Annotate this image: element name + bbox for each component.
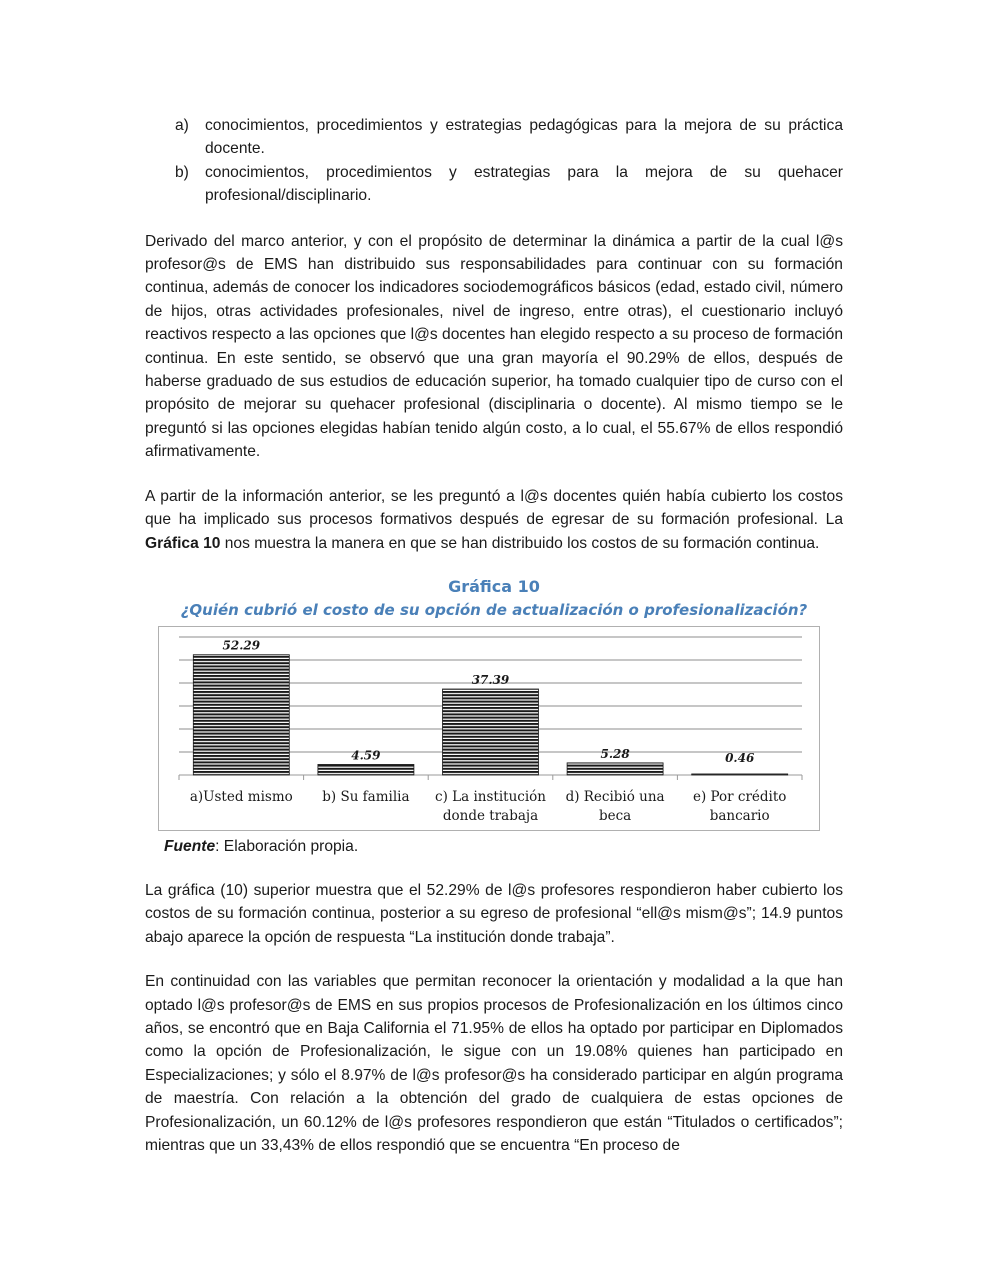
list-text: conocimientos, procedimientos y estrategias para la mejora de su quehacer profesional/disciplinario.	[205, 163, 843, 205]
chart-subtitle: ¿Quién cubrió el costo de su opción de actualización o profesionalización?	[180, 601, 808, 619]
chart-heading	[145, 575, 843, 621]
list-item	[145, 161, 843, 208]
bar	[567, 763, 663, 775]
bar-chart	[159, 627, 819, 830]
paragraph-3: La gráfica (10) superior muestra que el 52.29% de l@s profesores respondieron haber cubierto los costos de su formación continua, posterior a su egreso de profesional “ell@s mism@s”; 14.9 puntos abajo aparece la opción de respuesta “La institución donde trabaja”.	[145, 882, 843, 946]
chart-frame	[158, 626, 820, 831]
category-label: c) La institución	[435, 789, 546, 805]
document-page	[145, 114, 843, 555]
bar-value-label: 4.59	[351, 748, 381, 763]
chart-title: Gráfica 10	[448, 577, 540, 596]
list-text: conocimientos, procedimientos y estrategias pedagógicas para la mejora de su práctica docente.	[205, 117, 843, 158]
source-text: : Elaboración propia.	[215, 838, 359, 855]
paragraph-4: En continuidad con las variables que permitan reconocer la orientación y modalidad a la que han optado l@s profesor@s de EMS en sus propios procesos de Profesionalización en los últimos cinco años, se encontró que en Baja California el 71.95% de ellos ha optado por participar en Diplomados como la opción de Profesionalización, le sigue con un 19.08% quienes han participado en Especializaciones; y sólo el 8.97% de l@s profesor@s ha considerado participar en algún programa de maestría. Con relación a la obtención del grado de cualquiera de estas opciones de Profesionalización, un 60.12% de l@s profesores respondieron que están “Titulados o certificados”; mientras que un 33,43% de ellos respondió que se encuentra “En proceso de	[145, 973, 843, 1155]
paragraph-1: Derivado del marco anterior, y con el propósito de determinar la dinámica a partir de la cual l@s profesor@s de EMS han distribuido sus responsabilidades para continuar con su formación continua, además de conocer los indicadores sociodemográficos básicos (edad, estado civil, número de hijos, otras actividades profesionales, nivel de ingreso, entre otras), el cuestionario incluyó reactivos respecto a las opciones que l@s docentes han elegido respecto a su proceso de formación continua. En este sentido, se observó que una gran mayoría el 90.29% de ellos, después de haberse graduado de sus estudios de educación superior, ha tomado cualquier tipo de curso con el propósito de mejorar su quehacer profesional (disciplinaria o docente). Al mismo tiempo se le preguntó si las opciones elegidas habían tenido algún costo, a lo cual, el 55.67% de ellos respondió afirmativamente.	[145, 232, 843, 461]
paragraph-2	[145, 485, 843, 555]
source-label: Fuente	[164, 838, 216, 855]
bar-value-label: 37.39	[471, 673, 510, 688]
bar-value-label: 52.29	[222, 638, 261, 653]
bar	[193, 655, 289, 775]
option-list	[145, 114, 843, 208]
bar	[692, 774, 788, 775]
category-label: a)Usted mismo	[189, 789, 293, 805]
category-label: donde trabaja	[442, 808, 539, 824]
bar	[443, 689, 539, 775]
list-marker: a)	[175, 117, 189, 134]
chart-category-labels	[190, 789, 787, 824]
bar-value-label: 0.46	[725, 751, 755, 765]
category-label: d) Recibió una	[565, 789, 665, 805]
source-note	[164, 838, 358, 856]
lower-text	[145, 879, 843, 1157]
category-label: e) Por crédito	[692, 789, 787, 805]
list-item	[145, 114, 843, 161]
category-label: beca	[598, 808, 632, 824]
figure-reference: Gráfica 10	[145, 534, 221, 552]
paragraph-2-text-end: nos muestra la manera en que se han distribuido los costos de su formación continua.	[220, 534, 820, 552]
list-marker: b)	[175, 163, 189, 181]
category-label: bancario	[709, 808, 770, 824]
bar-value-label: 5.28	[600, 746, 630, 761]
paragraph-2-text: A partir de la información anterior, se les preguntó a l@s docentes quién había cubierto los costos que ha implicado sus procesos formativos después de egresar de su formación profesional. La	[145, 487, 843, 529]
bar	[318, 764, 414, 775]
category-label: b) Su familia	[322, 789, 410, 805]
